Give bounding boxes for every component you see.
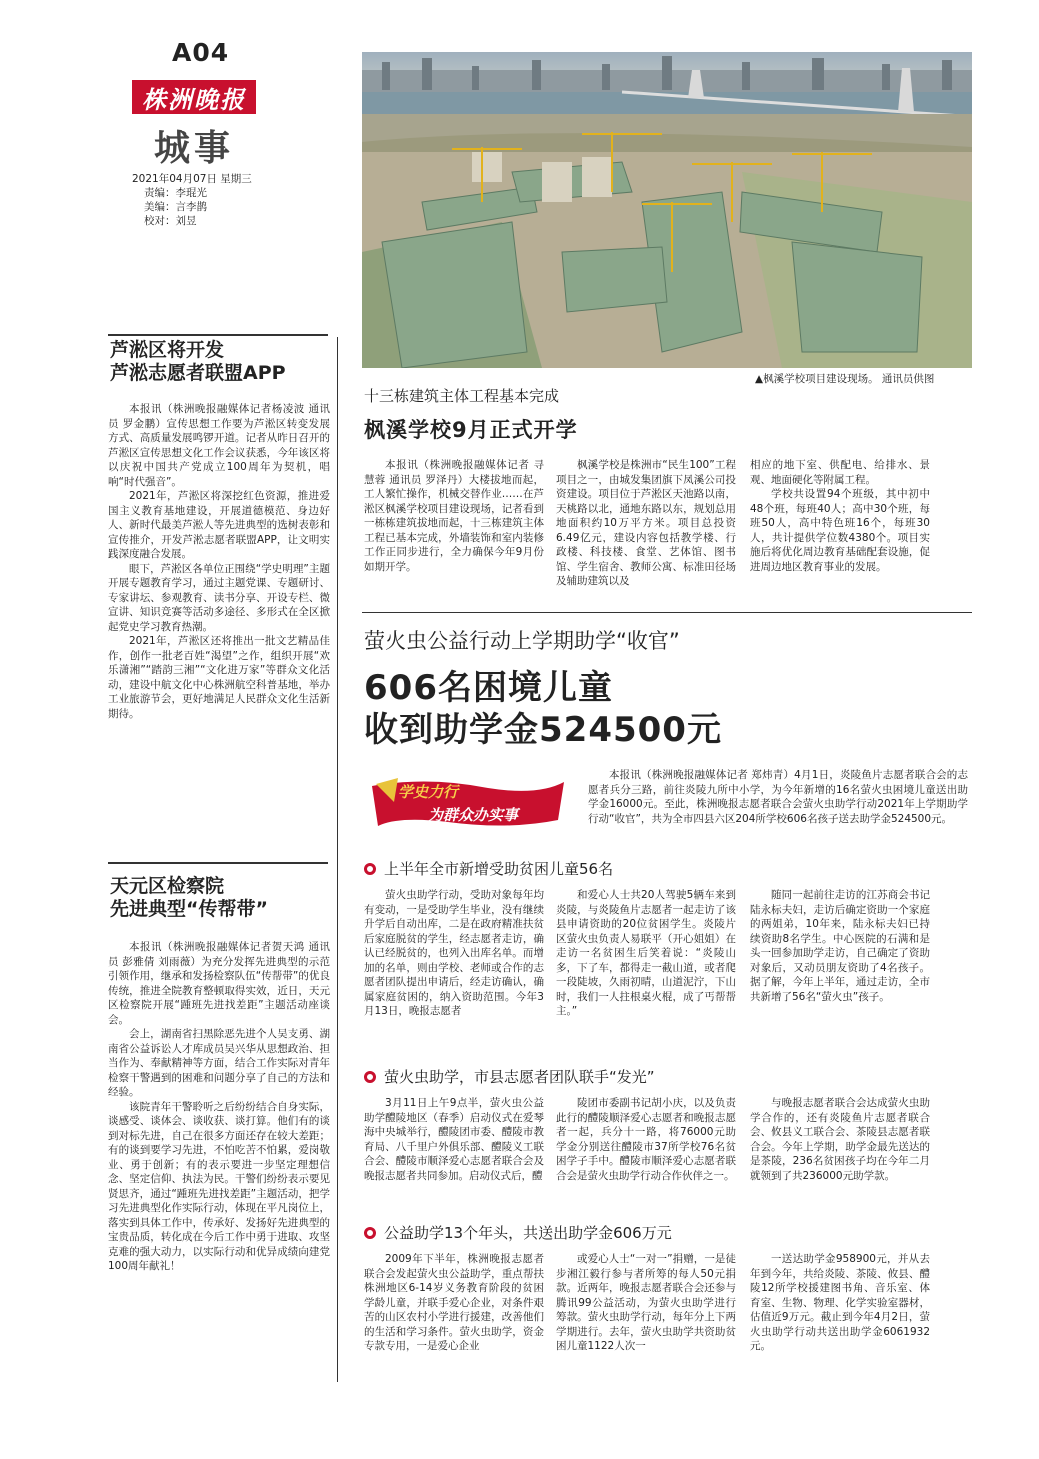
paragraph: 2021年，芦淞区还将推出一批文艺精品佳作，创作一批老百姓“渴望”之作，组织开展“欢乐潇湘”“踏韵三湘”“文化进万家”等群众文化活动，建设中航文化中心株洲航空科普基地，举办工业旅游节会，更好地满足人民群众文化生活新期待。 [108, 635, 330, 720]
side-rule [108, 862, 328, 864]
section-3-col-3 [750, 1252, 930, 1354]
construction-photo [362, 52, 972, 368]
paragraph: 一送达助学金958900元，并从去年到今年，共给炎陵、茶陵、攸县、醴陵12所学校援建图书角、音乐室、体育室、生物、物理、化学实验室器材，估值近9万元。截止到今年4月2日，萤火虫助学行动共送出助学金6061932元。 [750, 1253, 930, 1352]
paragraph: 该院青年干警聆听之后纷纷结合自身实际，谈感受、谈体会、谈收获、谈打算。他们有的谈到对标先进，自己在很多方面还存在较大差距；有的谈到要学习先进，不怕吃苦不怕累，爱岗敬业、勇于创新；有的表示要进一步坚定理想信念、坚定信仰、执法为民。干警们纷纷表示要见贤思齐，通过“踵班先进找差距”主题活动，把学习先进典型化作实际行动，体现在平凡岗位上，落实到具体工作中，传承好、发扬好先进典型的宝贵品质，转化成在今后工作中勇于进取、攻坚克难的强大动力，以实际行动和优异成绩向建党100周年献礼！ [108, 1100, 330, 1272]
section-3-col-2 [556, 1252, 736, 1354]
campaign-badge [368, 776, 568, 830]
section-heading [364, 858, 613, 879]
paragraph: 随同一起前往走访的江苏商会书记陆永标夫妇，走访后确定资助一个家庭的两姐弟，10年来，陆永标夫妇已持续资助8名学生。中心医院的石满和是头一回参加助学走访，自己确定了资助对象后，又动员朋友资助了4名孩子。据了解，今年上半年，通过走访，全市共新增了56名“萤火虫”孩子。 [750, 889, 930, 1003]
section-2-col-2 [556, 1096, 736, 1183]
paragraph: 会上，湖南省扫黑除恶先进个人吴支勇、湖南省公益诉讼人才库成员吴兴华从思想政治、担当作为、奉献精神等方面，结合工作实际对青年检察干警遇到的困难和问题分享了自己的方法和经验。 [108, 1028, 330, 1098]
story-divider [362, 612, 972, 613]
paragraph: 眼下，芦淞区各单位正围绕“学史明理”主题开展专题教育学习，通过主题党课、专题研讨、专家讲坛、参观教育、读书分享、开设专栏、微宣讲、知识竞赛等活动多途径、多形式在全区掀起党史学习教育热潮。 [108, 562, 330, 633]
paragraph: 枫溪学校是株洲市“民生100”工程项目之一，由城发集团旗下凤溪公司投资建设。项目位于芦淞区天池路以南，天桃路以北，通地东路以东，规划总用地面积约10万平方米。项目总投资6.49亿元，建设内容包括教学楼、行政楼、科技楼、食堂、艺体馆、图书馆、学生宿舍、教师公寓、标准田径场及辅助建筑以及 [556, 459, 736, 587]
paragraph: 2009年下半年，株洲晚报志愿者联合会发起萤火虫公益助学，重点帮扶株洲地区6-14岁义务教育阶段的贫困学龄儿童，并联手爱心企业，对条件艰苦的山区农村小学进行援建，改善他们的生活和学习条件。萤火虫助学，资金专款专用，一是爱心企业 [364, 1253, 544, 1352]
side-story-2-title-line1: 天元区检察院 [110, 875, 225, 897]
paragraph: 3月11日上午9点半，萤火虫公益助学醴陵地区（春季）启动仪式在爱琴海中央城举行，醴陵团市委、醴陵市教育局、八千里户外俱乐部、醴陵义工联合会、醴陵市顺泽爱心志愿者联合会及晚报志愿者共同参加。启动仪式后，醴 [364, 1097, 544, 1182]
page-number: A04 [172, 38, 230, 67]
circle-bullet-icon [364, 1227, 376, 1239]
side-rule [108, 334, 328, 336]
side-story-1-title-line1: 芦淞区将开发 [110, 339, 225, 361]
section-heading-text: 公益助学13个年头，共送出助学金606万元 [384, 1224, 672, 1242]
story-1-col-2 [556, 458, 736, 589]
paragraph: 2021年，芦淞区将深挖红色资源，推进爱国主义教育基地建设，开展道德模范、身边好人、新时代最美芦淞人等先进典型的选树表彰和宣传推介，开发芦淞志愿者联盟APP，让文明实践深度融合发展。 [108, 490, 330, 560]
story-1-headline: 枫溪学校9月正式开学 [364, 418, 578, 442]
paragraph: 学校共设置94个班级，其中初中48个班，每班40人；高中30个班，每班50人，高中特色班16个，每班30人，共计提供学位数4380个。项目实施后将优化周边教育基础配套设施，促进周边地区教育事业的发展。 [750, 488, 930, 573]
story-2-headline-line2: 收到助学金524500元 [364, 710, 722, 750]
paragraph: 和爱心人士共20人驾驶5辆车来到炎陵，与炎陵鱼片志愿者一起走访了该县申请资助的20位贫困学生。炎陵片区萤火虫负责人易联平（开心姐姐）在走访一名贫困生后笑着说：“炎陵山多，下了车，都得走一截山道，或者爬一段陡坡，久雨初晴，山道泥泞，下山时，我们一人拄根桌火棍，成了丐帮帮主。” [556, 889, 736, 1017]
side-story-1-body [108, 402, 330, 721]
paragraph: 本报讯（株洲晚报融媒体记者 寻慧蓉 通讯员 罗泽丹）大楼拔地而起，工人繁忙操作，机械交替作业……在芦淞区枫溪学校项目建设现场，记者看到一栋栋建筑拔地而起，十三栋建筑主体工程已基本完成，外墙装饰和室内装修工作正同步进行，全力确保今年9月份如期开学。 [364, 459, 544, 573]
designer-credit: 美编：言李鹊 [144, 201, 207, 213]
badge-line-2: 为群众办实事 [428, 806, 519, 824]
issue-date: 2021年04月07日 星期三 [132, 173, 252, 185]
paragraph: 与晚报志愿者联合会达成萤火虫助学合作的，还有炎陵鱼片志愿者联合会、攸县义工联合会、茶陵县志愿者联合会。今年上学期，助学金最先送达的是茶陵，236名贫困孩子均在今年二月就领到了共236000元助学款。 [750, 1097, 930, 1182]
section-heading [364, 1222, 672, 1243]
circle-bullet-icon [364, 1071, 376, 1083]
story-1-col-3 [750, 458, 930, 574]
side-story-1-headline [110, 339, 330, 385]
paragraph: 萤火虫助学行动，受助对象每年均有变动，一是受助学生毕业，没有继续升学后自动出库，二是在政府精准扶贫后家庭脱贫的学生，经志愿者走访，确认已经脱贫的，也列入出库名单。而增加的名单，则由学校、老师或合作的志愿者团队提出申请后，经走访确认，确属家庭贫困的，纳入资助范围。今年3月13日，晚报志愿者 [364, 889, 544, 1017]
section-2-col-3 [750, 1096, 930, 1183]
paragraph: 本报讯（株洲晚报融媒体记者贺天鸿 通讯员 彭雅倩 刘雨薇）为充分发挥先进典型的示范引领作用，继承和发扬检察队伍“传帮带”的优良传统，推进全院教育整顿取得实效，近日，天元区检察院开展“踵班先进找差距”主题活动座谈会。 [108, 941, 330, 1026]
photo-caption: ▲枫溪学校项目建设现场。 通讯员供图 [755, 373, 935, 385]
side-story-1-title-line2: 芦淞志愿者联盟APP [110, 362, 286, 384]
paragraph: 陵团市委副书记胡小庆，以及负责此行的醴陵顺泽爱心志愿者和晚报志愿者一起，兵分十一路，将76000元助学金分别送往醴陵市37所学校76名贫困学子手中。醴陵市顺泽爱心志愿者联合会是萤火虫助学行动合作伙伴之一。 [556, 1097, 736, 1182]
paragraph: 相应的地下室、供配电、给排水、景观、地面硬化等附属工程。 [750, 459, 930, 486]
story-2-headline-line1: 606名困境儿童 [364, 668, 613, 708]
section-2-col-1 [364, 1096, 544, 1183]
paragraph: 本报讯（株洲晚报融媒体记者杨凌波 通讯员 罗金鹏）宣传思想工作要为芦淞区转变发展方式、高质量发展鸣锣开道。记者从昨日召开的芦淞区宣传思想文化工作会议获悉，今年该区将以庆祝中国共产党成立100周年为契机，唱响“时代强音”。 [108, 403, 330, 488]
column-divider [337, 337, 338, 1382]
badge-line-1: 学史力行 [398, 783, 459, 801]
paragraph: 本报讯（株洲晚报融媒体记者 郑炜青）4月1日，炎陵鱼片志愿者联合会的志愿者兵分三路，前往炎陵九所中小学，为今年新增的16名萤火虫困境儿童送出助学金16000元。至此，株洲晚报志愿者联合会萤火虫助学行动2021年上学期助学行动“收官”，共为全市四县六区204所学校606名孩子送去助学金524500元。 [588, 769, 968, 825]
circle-bullet-icon [364, 863, 376, 875]
section-3-col-1 [364, 1252, 544, 1354]
section-heading [364, 1066, 655, 1087]
side-story-2-headline [110, 875, 330, 921]
section-heading-text: 上半年全市新增受助贫困儿童56名 [384, 860, 614, 878]
issue-meta [132, 172, 252, 228]
side-story-2-body [108, 940, 330, 1274]
editor-credit: 责编：李琨光 [144, 187, 207, 199]
story-2-kicker: 萤火虫公益行动上学期助学“收官” [364, 629, 680, 653]
proof-credit: 校对：刘昱 [144, 215, 197, 227]
section-1-col-3 [750, 888, 930, 1004]
section-heading-text: 萤火虫助学，市县志愿者团队联手“发光” [384, 1068, 655, 1086]
paragraph: 或爱心人士“一对一”捐赠，一是徒步湘江毅行参与者所筹的每人50元捐款。近两年，晚报志愿者联合会还参与腾讯99公益活动，为萤火虫助学进行筹款。萤火虫助学行动，每年分上下两学期进行。去年，萤火虫助学共资助贫困儿童1122人次一 [556, 1253, 736, 1352]
side-story-2-title-line2: 先进典型“传帮带” [110, 898, 268, 920]
story-1-subtitle: 十三栋建筑主体工程基本完成 [364, 387, 560, 405]
story-1-col-1 [364, 458, 544, 574]
story-2-lead [588, 768, 968, 826]
newspaper-logo: 株洲晚报 [132, 80, 256, 114]
section-1-col-1 [364, 888, 544, 1019]
section-1-col-2 [556, 888, 736, 1019]
section-title: 城事 [154, 127, 235, 169]
